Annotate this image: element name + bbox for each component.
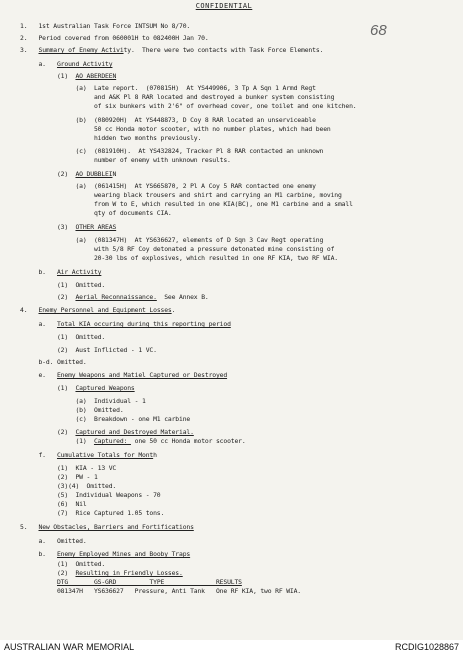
text-line: (a) (061415H) At YS665870, 2 Pl A Coy 5 RAR contacted one enemy [20, 182, 316, 190]
text-line: 3. Summary of Enemy Activity. There were two contacts with Task Force Elements. [20, 46, 324, 54]
text-line: (3)(4) Omitted. [20, 482, 117, 490]
text-line: (1) AO ABERDEEN [20, 72, 117, 80]
text-line: DTG GS-GRD TYPE RESULTS [56, 578, 242, 586]
text-line: (2) Aust Inflicted - 1 VC. [20, 346, 157, 354]
text-line: (1) Omitted. [20, 281, 106, 289]
text-line: qty of documents CIA. [20, 209, 172, 217]
text-line: (1) Omitted. [20, 333, 106, 341]
text-line: (6) Nil [20, 500, 87, 508]
text-line: (1) Captured Weapons [20, 384, 135, 392]
text-line: a. Omitted. [20, 537, 87, 545]
text-line: (5) Individual Weapons - 70 [20, 491, 161, 499]
text-line: 20-30 lbs of explosives, which resulted in one RF KIA, two RF WIA. [20, 254, 338, 262]
text-line: (a) (081347H) At YS636627, elements of D Sqn 3 Cav Regt operating [20, 236, 324, 244]
text-line: (b) (080920H) At YS448873, D Coy 8 RAR located an unserviceable [20, 116, 316, 124]
text-line: 1. 1st Australian Task Force INTSUM No 8/70. [20, 22, 191, 30]
text-line: (2) PW - 1 [20, 473, 98, 481]
text-line: b. Air Activity [20, 268, 102, 276]
text-line: 4. Enemy Personnel and Equipment Losses. [20, 306, 176, 314]
text-line: e. Enemy Weapons and Matiel Captured or Destroyed [20, 371, 228, 379]
handwritten-page-number: 68 [370, 22, 387, 39]
text-line: (c) Breakdown - one M1 carbine [20, 415, 191, 423]
text-line: (b) Omitted. [20, 406, 124, 414]
text-line: a. Ground Activity [20, 60, 113, 68]
text-line: (7) Rice Captured 1.05 tons. [20, 509, 165, 517]
text-line: (3) OTHER AREAS [20, 223, 117, 231]
text-line: (c) (081910H). At YS432824, Tracker Pl 8 RAR contacted an unknown [20, 147, 324, 155]
footer-record-id: RCDIG1028867 [394, 642, 459, 652]
text-line: (1) Omitted. [20, 560, 106, 568]
text-line: from W to E, which resulted in one KIA(BC), one M1 carbine and a small [20, 200, 353, 208]
text-line: (1) KIA - 13 VC [20, 464, 117, 472]
text-line: 50 cc Honda motor scooter, with no number plates, which had been [20, 125, 331, 133]
text-line: of six bunkers with 2'6" of overhead cover, one toilet and one kitchen. [20, 102, 357, 110]
text-line: f. Cumulative Totals for Month [20, 451, 157, 459]
text-line: (a) Late report. (070815H) At YS449906, 3 Tp A Sqn 1 Armd Regt [20, 84, 316, 92]
text-line: hidden two months previously. [20, 134, 202, 142]
text-line: (1) Captured: one 50 cc Honda motor scooter. [20, 437, 246, 445]
text-line: a. Total KIA occuring during this reporting period [20, 320, 231, 328]
text-line: and A&K Pl 8 RAR located and destroyed a bunker system consisting [20, 93, 335, 101]
classification-header: CONFIDENTIAL [195, 2, 253, 10]
text-line: number of enemy with unknown results. [20, 156, 231, 164]
archive-footer [0, 640, 463, 654]
text-line: (2) Aerial Reconnaissance. See Annex B. [20, 293, 209, 301]
text-line: 081347H YS636627 Pressure, Anti Tank One RF KIA, two RF WIA. [20, 587, 302, 595]
text-line: (2) Captured and Destroyed Material. [20, 428, 194, 436]
text-line: (2) Resulting in Friendly Losses. [20, 569, 183, 577]
text-line: (2) AO DUBBLEIN [20, 170, 117, 178]
text-line: 2. Period covered from 060001H to 082400H Jan 70. [20, 34, 209, 42]
text-line: b-d. Omitted. [20, 358, 87, 366]
footer-archive-name: AUSTRALIAN WAR MEMORIAL [4, 642, 135, 652]
text-line: wearing black trousers and shirt and carrying an M1 carbine, moving [20, 191, 342, 199]
text-line: 5. New Obstacles, Barriers and Fortifications [20, 523, 194, 531]
text-line: b. Enemy Employed Mines and Booby Traps [20, 550, 191, 558]
text-line: (a) Individual - 1 [20, 397, 146, 405]
text-line: with 5/8 RF Coy detonated a pressure detonated mine consisting of [20, 245, 335, 253]
